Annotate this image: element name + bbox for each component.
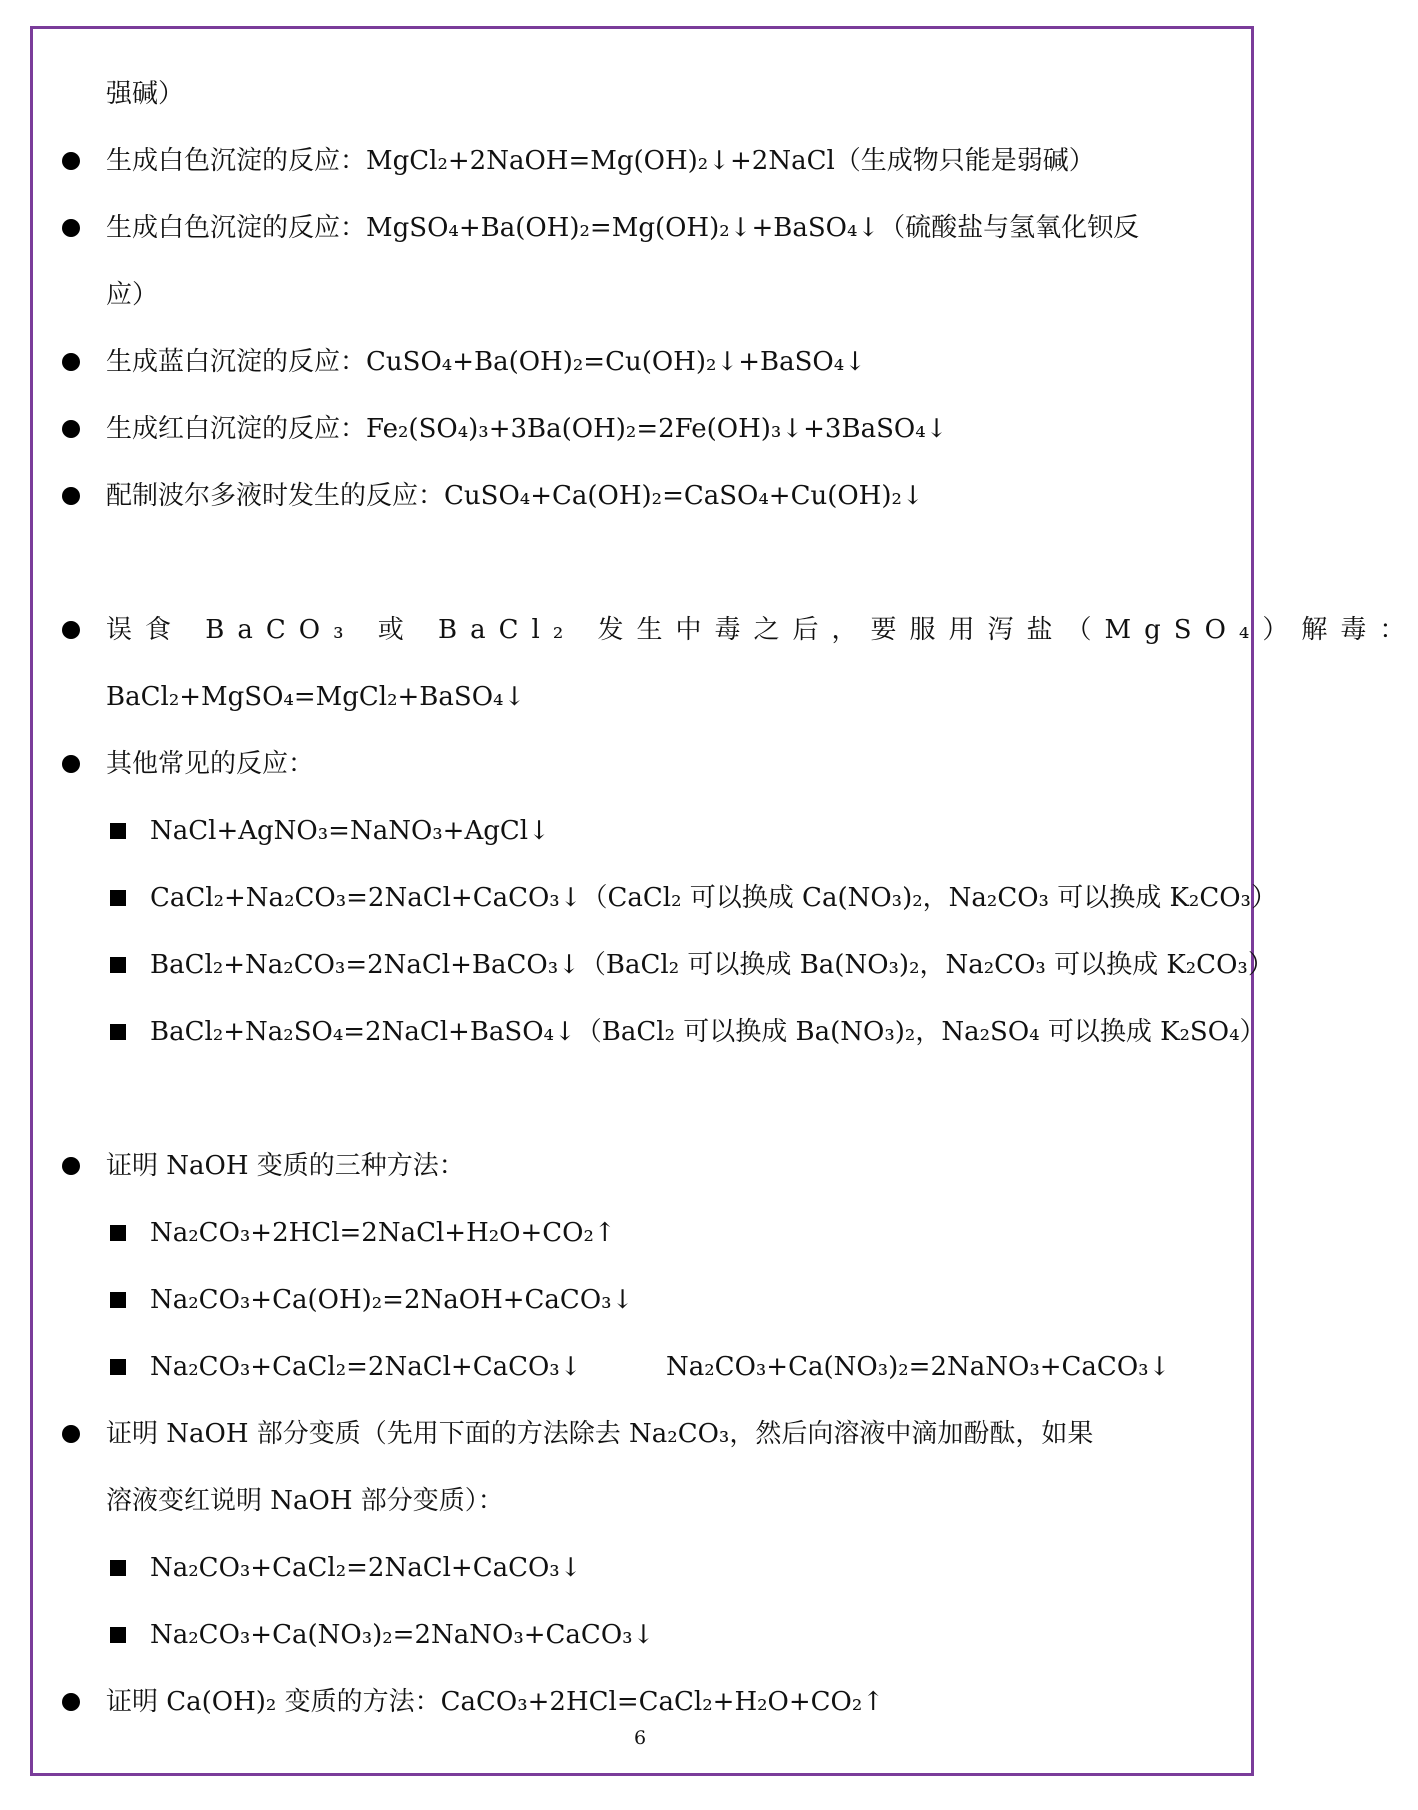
line-text: 证明 NaOH 部分变质（先用下面的方法除去 Na₂CO₃，然后向溶液中滴加酚酞，如果 [106,1419,1094,1449]
line-text: Na₂CO₃+CaCl₂=2NaCl+CaCO₃↓ [150,1352,582,1382]
line-text: 溶液变红说明 NaOH 部分变质）： [106,1486,504,1516]
line-text: 其他常见的反应： [106,749,315,779]
line-text: 生成蓝白沉淀的反应：CuSO₄+Ba(OH)₂=Cu(OH)₂↓+BaSO₄↓ [106,347,866,377]
line-text: 证明 NaOH 变质的三种方法： [106,1151,465,1181]
bullet-dot-icon [62,219,80,237]
square-bullet-icon [110,1560,126,1576]
line-text: BaCl₂+MgSO₄=MgCl₂+BaSO₄↓ [106,682,526,712]
bullet-dot-icon [62,1425,80,1443]
line-text: Na₂CO₃+CaCl₂=2NaCl+CaCO₃↓ [150,1553,582,1583]
line-text: 证明 Ca(OH)₂ 变质的方法：CaCO₃+2HCl=CaCl₂+H₂O+CO₂↑ [106,1687,885,1717]
line-text: NaCl+AgNO₃=NaNO₃+AgCl↓ [150,816,550,846]
line-text: 强碱） [106,79,185,109]
square-bullet-icon [110,1359,126,1375]
square-bullet-icon [110,1225,126,1241]
bullet-dot-icon [62,152,80,170]
line-text: 生成白色沉淀的反应：MgCl₂+2NaOH=Mg(OH)₂↓+2NaCl（生成物只能是弱碱） [106,146,1095,176]
square-bullet-icon [110,1024,126,1040]
line-text: Na₂CO₃+Ca(NO₃)₂=2NaNO₃+CaCO₃↓ [150,1620,655,1650]
bullet-dot-icon [62,621,80,639]
page-number: 6 [633,1727,647,1749]
line-text: 误食 BaCO₃ 或 BaCl₂ 发生中毒之后，要服用泻盐（MgSO₄）解毒： [106,615,1418,645]
square-bullet-icon [110,890,126,906]
bullet-dot-icon [62,1693,80,1711]
bullet-dot-icon [62,487,80,505]
square-bullet-icon [110,823,126,839]
line-text: 生成白色沉淀的反应：MgSO₄+Ba(OH)₂=Mg(OH)₂↓+BaSO₄↓（硫酸盐与氢氧化钡反 [106,213,1140,243]
bullet-dot-icon [62,420,80,438]
line-text: CaCl₂+Na₂CO₃=2NaCl+CaCO₃↓（CaCl₂ 可以换成 Ca(NO₃)₂，Na₂CO₃ 可以换成 K₂CO₃） [150,883,1277,913]
square-bullet-icon [110,957,126,973]
bullet-dot-icon [62,755,80,773]
line-text: BaCl₂+Na₂CO₃=2NaCl+BaCO₃↓（BaCl₂ 可以换成 Ba(NO₃)₂，Na₂CO₃ 可以换成 K₂CO₃） [150,950,1274,980]
bullet-dot-icon [62,1157,80,1175]
line-text: 配制波尔多液时发生的反应：CuSO₄+Ca(OH)₂=CaSO₄+Cu(OH)₂↓ [106,481,924,511]
square-bullet-icon [110,1292,126,1308]
line-text: Na₂CO₃+Ca(OH)₂=2NaOH+CaCO₃↓ [150,1285,634,1315]
line-text: BaCl₂+Na₂SO₄=2NaCl+BaSO₄↓（BaCl₂ 可以换成 Ba(NO₃)₂，Na₂SO₄ 可以换成 K₂SO₄） [150,1017,1266,1047]
square-bullet-icon [110,1627,126,1643]
bullet-dot-icon [62,353,80,371]
line-text: 应） [106,280,159,310]
line-text: 生成红白沉淀的反应：Fe₂(SO₄)₃+3Ba(OH)₂=2Fe(OH)₃↓+3BaSO₄↓ [106,414,948,444]
line-text-second: Na₂CO₃+Ca(NO₃)₂=2NaNO₃+CaCO₃↓ [666,1352,1171,1382]
line-text: Na₂CO₃+2HCl=2NaCl+H₂O+CO₂↑ [150,1218,616,1248]
